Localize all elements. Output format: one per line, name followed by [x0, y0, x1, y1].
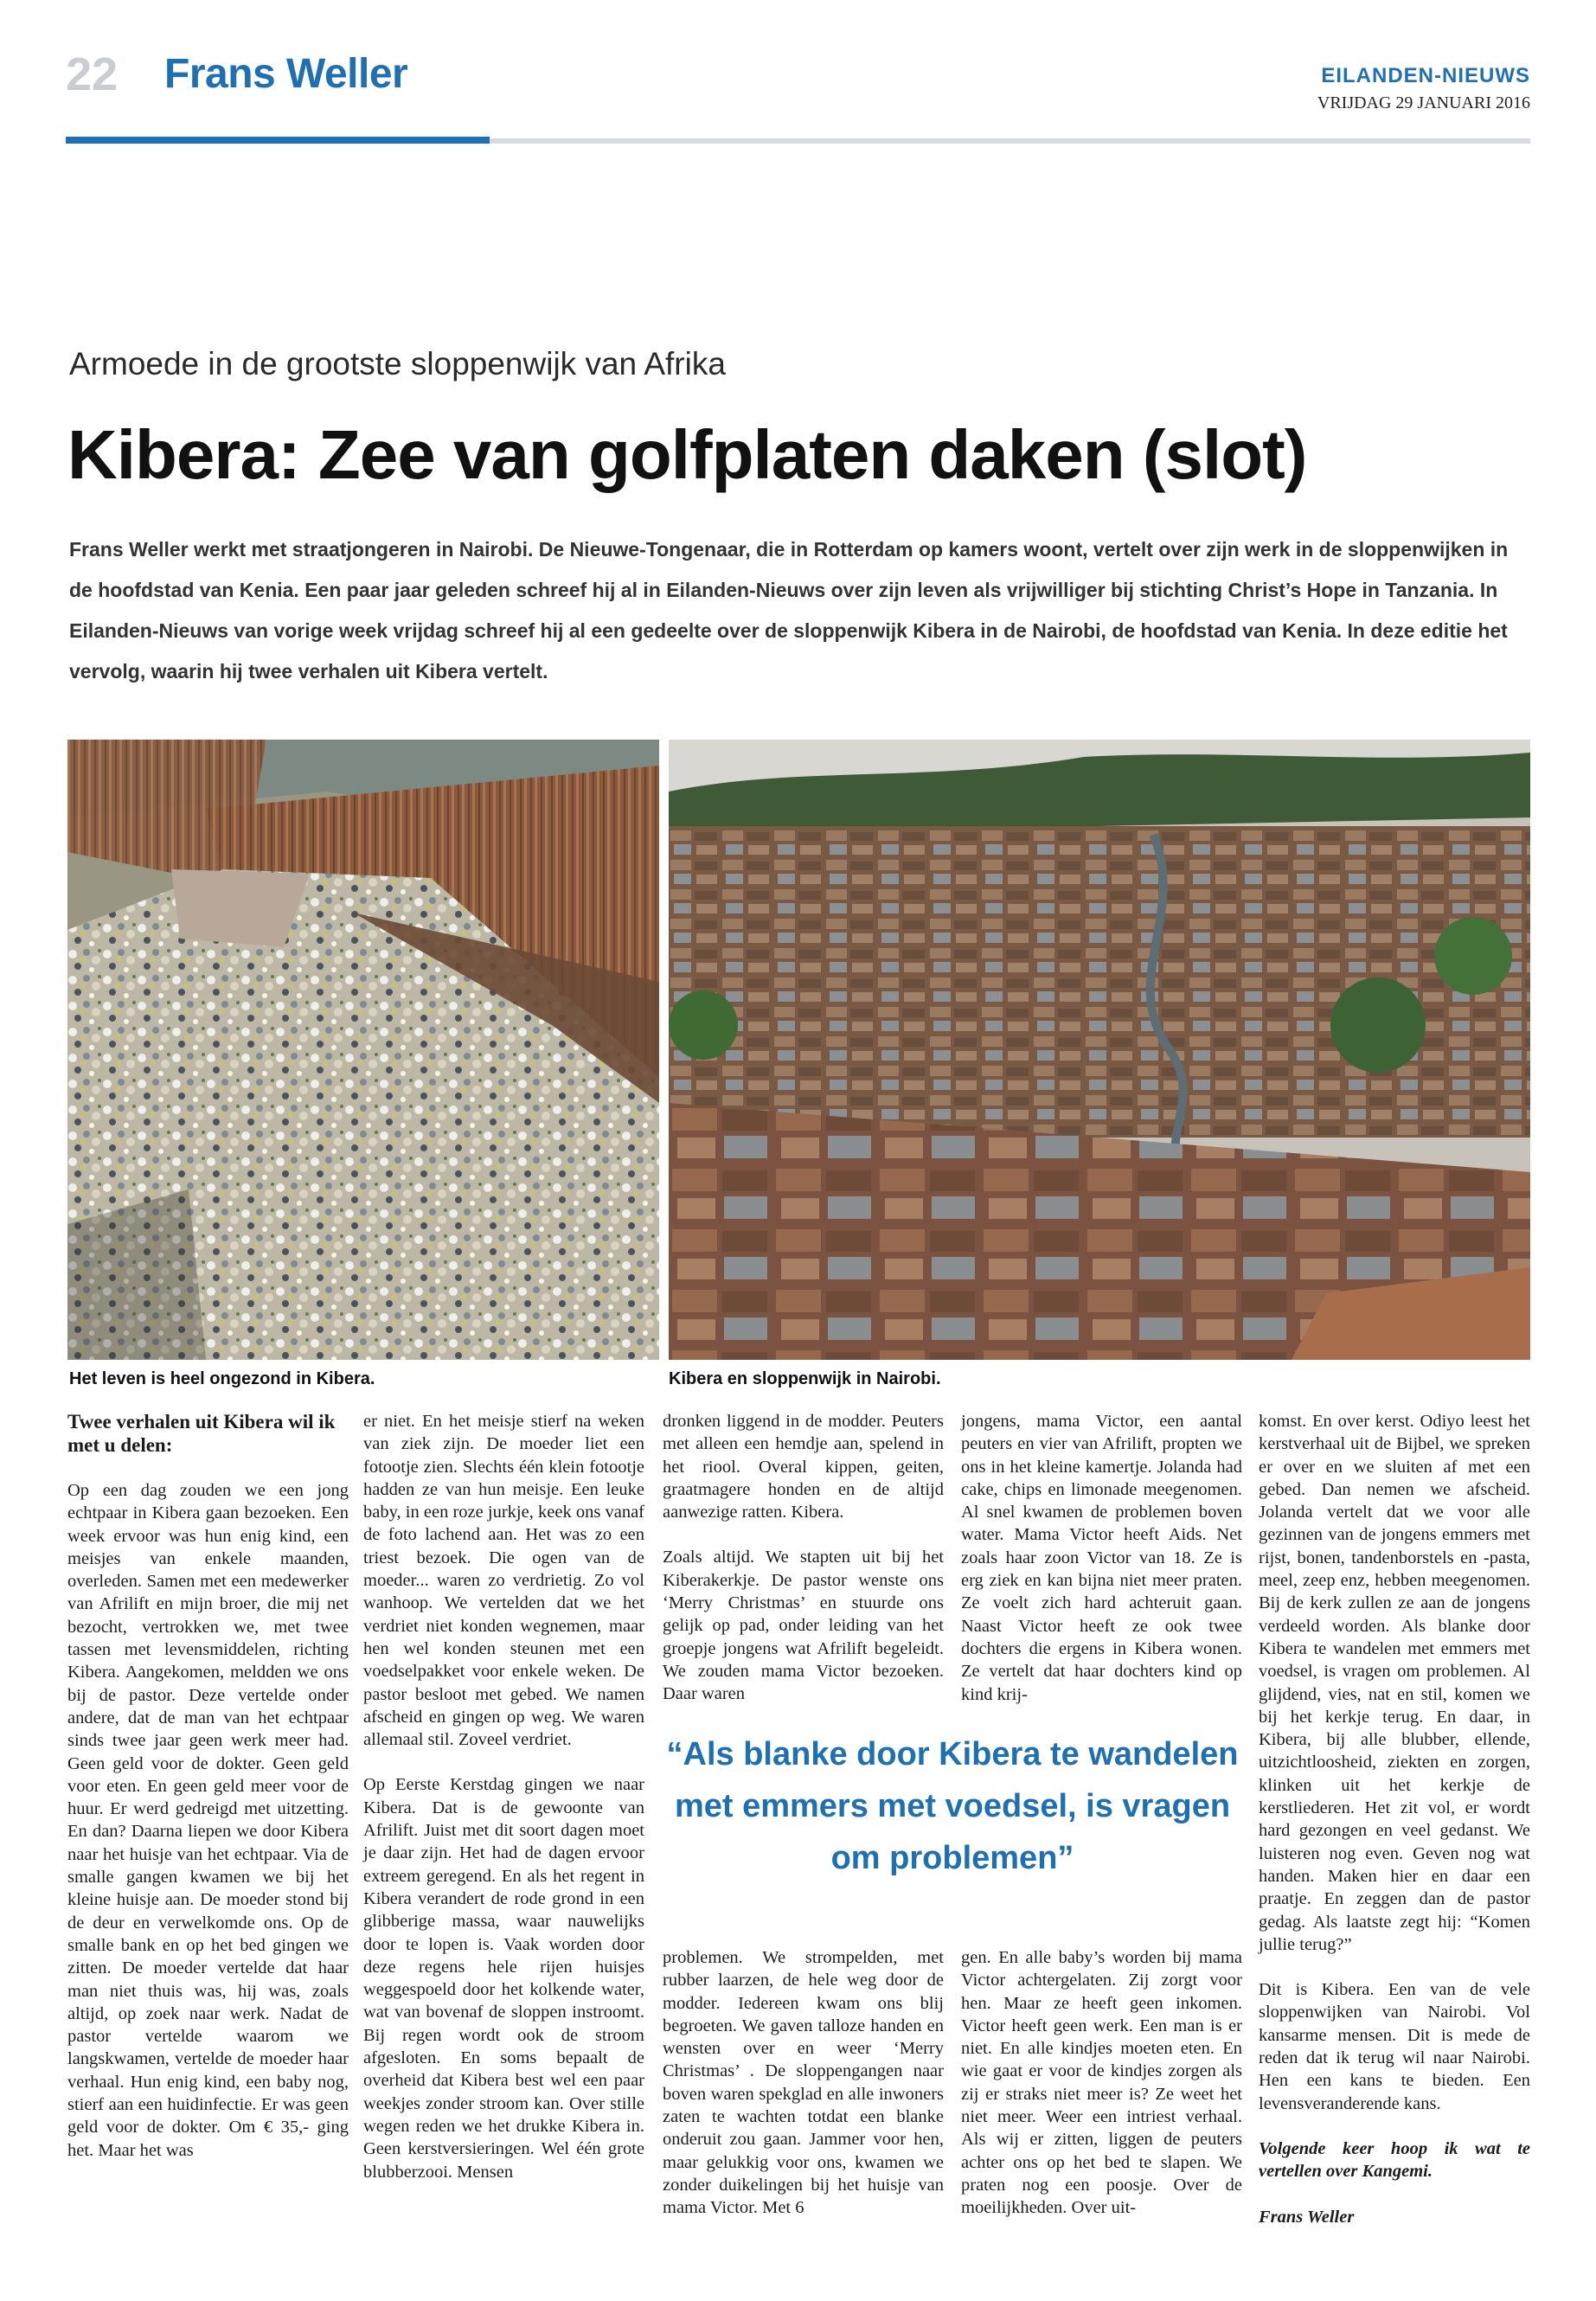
- masthead-logo: EILANDEN-NIEUWS: [1321, 64, 1530, 87]
- intro: Frans Weller werkt met straatjongeren in Nairobi. De Nieuwe-Tongenaar, die in Rotterdam op kamers woont, vertelt over zijn werk in de sloppenwijken in de hoofdstad van Kenia. Een paar jaar geleden schreef hij al in Eilanden-Nieuws over zijn leven als vrijwilliger bij stichting Christ’s Hope in Tanzania. In Eilanden-Nieuws van vorige week vrijdag schreef hij al een gedeelte over de sloppenwijk Kibera in de Nairobi, de hoofdstad van Kenia. In deze editie het vervolg, waarin hij twee verhalen uit Kibera vertelt.: [69, 538, 1509, 683]
- kicker: Armoede in de grootste sloppenwijk van Afrika: [69, 346, 726, 381]
- article-column: [363, 1410, 644, 2206]
- photo-caption: Het leven is heel ongezond in Kibera.: [69, 1369, 375, 1388]
- subheading: Twee verhalen uit Kibera wil ik met u delen:: [67, 1411, 336, 1456]
- paragraph: er niet. En het meisje stierf na weken van ziek zijn. De moeder liet een fotootje zien. Slechts één klein fotootje hadden ze van hun meisje. Een leuke baby, in een roze jurkje, keek ons vanaf de foto lachend aan. Het was zo een triest bezoek. Die ogen van de moeder... waren zo verdrietig. Zo vol wanhoop. We vertelden dat we het verdriet niet konden wegnemen, maar hen wel konden steunen met een voedselpakket voor enkele weken. De pastor besloot met gebed. We namen afscheid en gingen op weg. We waren allemaal stil. Zoveel verdriet.: [363, 1412, 644, 1750]
- article-column: [67, 1410, 349, 2184]
- paragraph: Dit is Kibera. Een van de vele sloppenwijken van Nairobi. Vol kansarme mensen. Dit is mede de reden dat ik terug wil naar Nairobi. Hen een kans te bieden. Een levensveranderende kans.: [1259, 1980, 1530, 2113]
- paragraph: komst. En over kerst. Odiyo leest het kerstverhaal uit de Bijbel, we spreken er over en we sluiten af met een gebed. Dan nemen we afscheid. Jolanda vertelt dat we voor alle gezinnen van de jongens emmers met rijst, bonen, tandenborstels en -pasta, meel, zeep enz, hebben meegenomen. Bij de kerk zullen ze aan de jongens verdeeld worden. Als blanke door Kibera te wandelen met emmers met voedsel, is vragen om problemen. Al glijdend, vies, nat en stil, komen we bij het kerkje terug. En daar, in Kibera, bij alle blubber, ellende, uitzichtloosheid, ziekten en zorgen, klinken uit het kerkje de kerstliederen. Het zit vol, er wordt hard gezongen en veel gedanst. We luisteren nog even. Geven nog wat handen. Maken hier en daar een praatje. En zeggen dan de pastor gedag. Als laatste zegt hij: “Komen jullie terug?”: [1259, 1412, 1530, 1954]
- paragraph: jongens, mama Victor, een aantal peuters en vier van Afrilift, propten we ons in het kleine kamertje. Jolanda had cake, chips en limonade meegenomen. Al snel kwamen de problemen boven water. Mama Victor heeft Aids. Net zoals haar zoon Victor van 18. Ze is erg ziek en kan bijna niet meer praten. Ze voelt zich hard achteruit gaan. Naast Victor heeft ze ook twee dochters die ergens in Kibera wonen. Ze vertelt dat haar dochters kind op kind krij-: [961, 1412, 1242, 1704]
- issue-date: VRIJDAG 29 JANUARI 2016: [1317, 93, 1530, 112]
- article-column: [961, 1946, 1242, 2220]
- garbage-dump-photo: [67, 740, 659, 1360]
- signoff: Volgende keer hoop ik wat te vertellen over Kangemi.: [1259, 2138, 1530, 2182]
- header-rule-accent: [66, 137, 490, 144]
- photo-caption: Kibera en sloppenwijk in Nairobi.: [669, 1369, 941, 1388]
- paragraph: problemen. We strompelden, met rubber laarzen, de hele weg door de modder. Iedereen kwam ons blij begroeten. We gaven talloze handen en wensten over en weer ‘Merry Christmas’ . De sloppengangen naar boven waren spekglad en alle inwoners zaten te wachten totdat een blanke onderuit zou gaan. Jammer voor hen, maar gelukkig voor ons, kwamen we zonder duikelingen bij het huisje van mama Victor. Met 6: [663, 1948, 944, 2218]
- paragraph: gen. En alle baby’s worden bij mama Victor achtergelaten. Zij zorgt voor hen. Maar ze heeft geen inkomen. Victor heeft geen werk. Een man is er niet. En alle kindjes moeten eten. En wie gaat er voor de kindjes zorgen als zij er straks niet meer is? Ze weet het niet meer. Weer een intriest verhaal. Als wij er zitten, liggen de peuters achter ons op het bed te slapen. We praten nog een poosje. Over de moeilijkheden. Over uit-: [961, 1948, 1242, 2218]
- paragraph: Op een dag zouden we een jong echtpaar in Kibera gaan bezoeken. Een week ervoor was hun enig kind, een meisjes van enkele maanden, overleden. Samen met een medewerker van Afrilift en mijn broer, die mij net bezocht, vertrokken we, met twee tassen met levensmiddelen, richting Kibera. Aangekomen, meldden we ons bij de pastor. Deze vertelde onder andere, dat de man van het echtpaar sinds twee jaar geen werk meer had. Geen geld voor de dokter. Geen geld voor eten. En geen geld meer voor de huur. Er werd gedreigd met uitzetting. En dan? Daarna liepen we door Kibera naar het huisje van het echtpaar. Via de smalle gangen kwamen we bij het kleine huisje aan. De moeder stond bij de deur en verwelkomde ons. Op de smalle bank en op het bed gingen we zitten. De moeder vertelde dat haar man niet thuis was, hij was, zoals altijd, op zoek naar werk. Nadat de pastor vertelde waarom we langskwamen, vertelde de moeder haar verhaal. Hun enig kind, een baby nog, stierf aan een huidinfectie. Er was geen geld voor de dokter. Om € 35,- ging het. Maar het was: [67, 1481, 349, 2160]
- headline: Kibera: Zee van golfplaten daken (slot): [67, 416, 1307, 493]
- byline: Frans Weller: [1259, 2207, 1355, 2227]
- masthead: [1317, 64, 1530, 113]
- pull-quote: “Als blanke door Kibera te wandelen met emmers met voedsel, is vragen om problemen”: [666, 1736, 1239, 1876]
- article-column: [663, 1410, 944, 1728]
- article-column: [1259, 1410, 1530, 2251]
- paragraph: Op Eerste Kerstdag gingen we naar Kibera. Dat is de gewoonte van Afrilift. Juist met dit soort dagen moet je daar zijn. Het had de dagen ervoor extreem geregend. En als het regent in Kibera verandert de rode grond in een glibberige massa, waar nauwelijks door te lopen is. Vaak worden door deze regens hele rijen huisjes weggespoeld door het kolkende water, wat van bovenaf de sloppen instroomt. Bij regen wordt ook de stroom afgesloten. En soms bepaalt de overheid dat Kibera best wel een paar weekjes zonder stroom kan. Over stille wegen reden we het drukke Kibera in. Geen kerstversieringen. Wel één grote blubberzooi. Mensen: [363, 1775, 644, 2182]
- article-column: [961, 1410, 1242, 1728]
- slum-rooftops-photo: [669, 740, 1530, 1360]
- header-rule: [490, 138, 1530, 144]
- section-name: Frans Weller: [164, 51, 408, 97]
- article-column: [663, 1946, 944, 2220]
- page-number: 22: [66, 48, 119, 100]
- paragraph: dronken liggend in de modder. Peuters met alleen een hemdje aan, spelend in het riool. Overal kippen, geiten, graatmagere honden en de altijd aanwezige ratten. Kibera.: [663, 1412, 944, 1522]
- paragraph: Zoals altijd. We stapten uit bij het Kiberakerkje. De pastor wenste ons ‘Merry Christmas’ en stuurde ons gelijk op pad, onder leiding van het groepje jongens wat Afrilift begeleidt. We zouden mama Victor bezoeken. Daar waren: [663, 1548, 944, 1704]
